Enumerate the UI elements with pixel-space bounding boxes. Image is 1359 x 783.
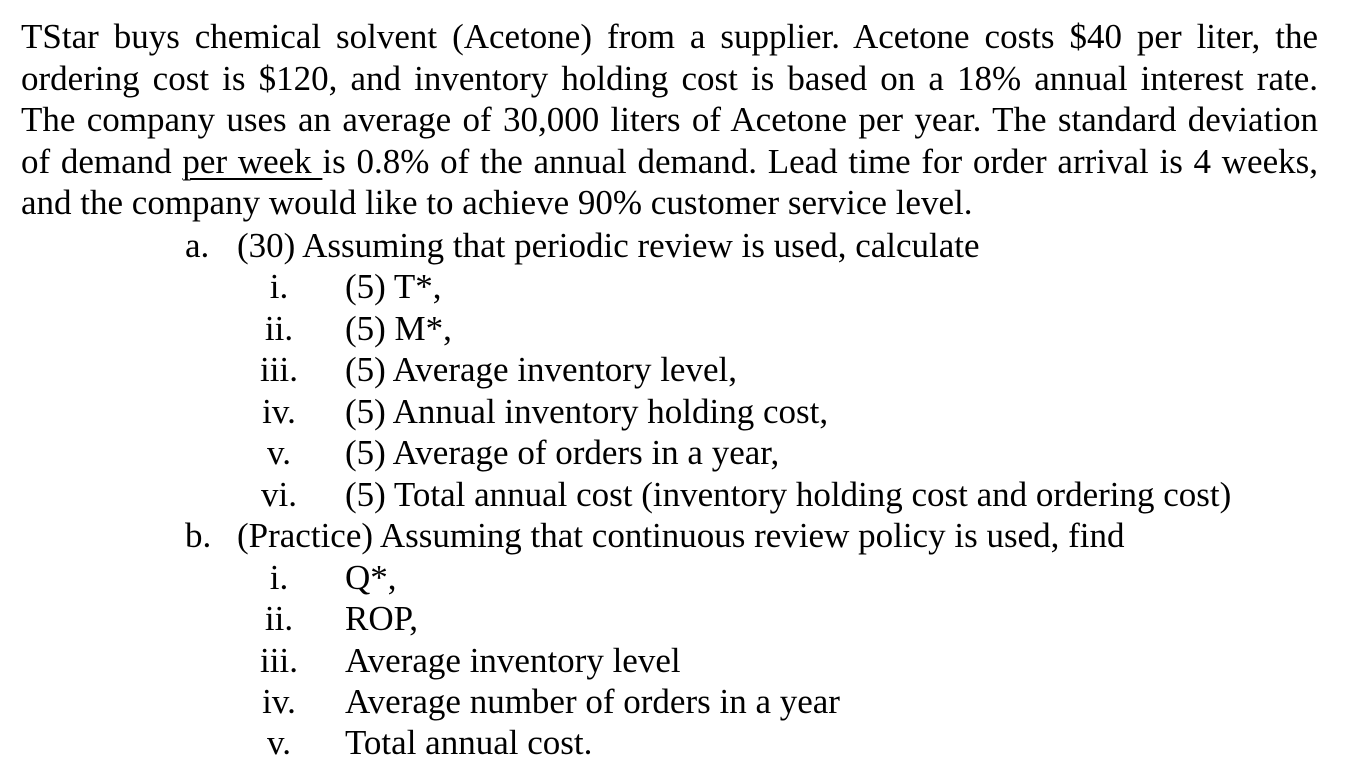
problem-line-5: and the company would like to achieve 90% customer service level. bbox=[21, 183, 973, 222]
list-item-text: ROP, bbox=[345, 599, 418, 638]
list-marker: ii. bbox=[264, 599, 294, 638]
problem-line-4-start: of demand bbox=[21, 141, 183, 181]
list-marker: i. bbox=[269, 267, 289, 306]
list-item-text: Total annual cost. bbox=[345, 723, 593, 762]
list-item-text: (5) Annual inventory holding cost, bbox=[345, 392, 829, 431]
list-marker: ii. bbox=[264, 309, 294, 348]
problem-statement bbox=[21, 16, 1318, 224]
part-a-marker: a. bbox=[185, 226, 210, 265]
underlined-phrase: per week bbox=[182, 141, 323, 181]
part-b-marker: b. bbox=[185, 516, 212, 555]
problem-line-4-end: is 0.8% of the annual demand. Lead time for order arrival is 4 weeks, bbox=[322, 141, 1318, 181]
list-marker: iv. bbox=[262, 392, 296, 431]
list-item-text: Average number of orders in a year bbox=[345, 682, 840, 721]
list-item-text: (5) Total annual cost (inventory holding cost and ordering cost) bbox=[345, 475, 1232, 514]
list-item-text: (5) M*, bbox=[345, 309, 452, 348]
list-marker: v. bbox=[267, 433, 291, 472]
list-marker: vi. bbox=[261, 475, 297, 514]
part-b-text: (Practice) Assuming that continuous review policy is used, find bbox=[237, 516, 1125, 555]
list-item-text: Average inventory level bbox=[345, 641, 681, 680]
part-a-text: (30) Assuming that periodic review is used, calculate bbox=[237, 226, 980, 265]
list-item-text: Q*, bbox=[345, 558, 397, 597]
list-marker: iv. bbox=[262, 682, 296, 721]
list-marker: i. bbox=[269, 558, 289, 597]
list-item-text: (5) Average of orders in a year, bbox=[345, 433, 780, 472]
problem-line-3: The company uses an average of 30,000 liters of Acetone per year. The standard deviation bbox=[21, 100, 1318, 139]
list-item-text: (5) Average inventory level, bbox=[345, 350, 737, 389]
list-marker: v. bbox=[267, 723, 291, 762]
list-item-text: (5) T*, bbox=[345, 267, 442, 306]
list-marker: iii. bbox=[260, 641, 298, 680]
problem-line-2: ordering cost is $120, and inventory holding cost is based on a 18% annual interest rate. bbox=[21, 58, 1318, 98]
problem-line-1: TStar buys chemical solvent (Acetone) from a supplier. Acetone costs $40 per liter, the bbox=[21, 17, 1318, 56]
list-marker: iii. bbox=[260, 350, 298, 389]
problem-line-4 bbox=[21, 141, 1318, 183]
